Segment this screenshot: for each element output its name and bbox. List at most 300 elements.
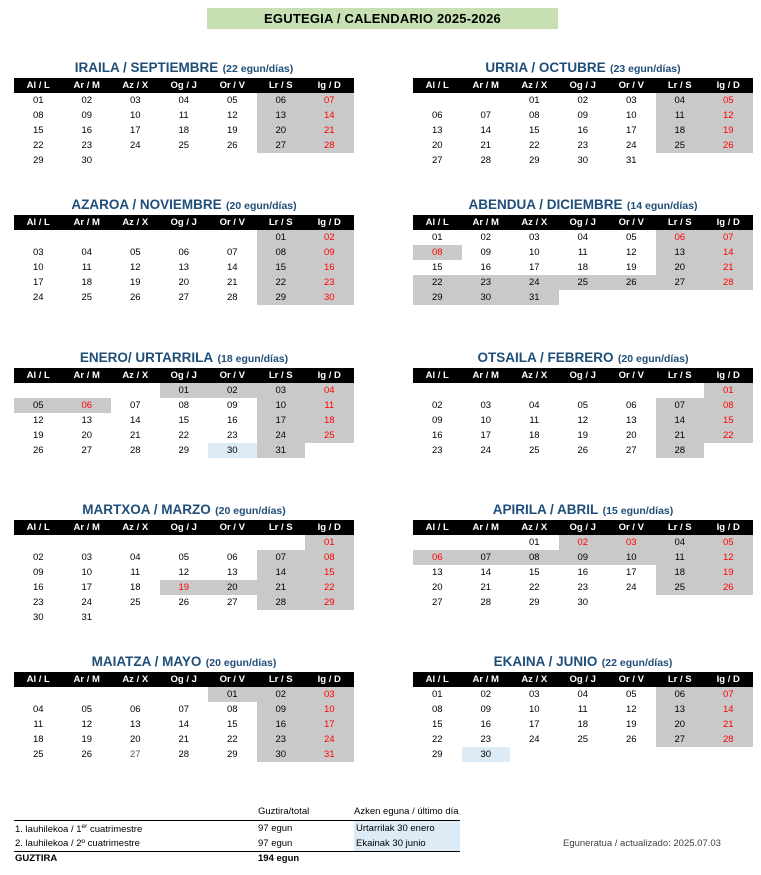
month-title	[413, 652, 753, 672]
month-days-count: (14 egun/días)	[626, 200, 698, 212]
day-cell: 28	[704, 732, 753, 747]
day-cell: 21	[656, 428, 705, 443]
day-cell: 08	[226, 704, 238, 715]
empty-cell	[559, 747, 608, 762]
day-cell: 08	[413, 245, 462, 260]
day-cell: 27	[129, 749, 141, 760]
day-cell: 11	[81, 262, 92, 273]
week-row	[14, 687, 354, 702]
summary-row2-total: 97 egun	[258, 838, 293, 849]
page-title: EGUTEGIA / CALENDARIO 2025-2026	[207, 8, 558, 29]
week-row	[413, 550, 753, 565]
week-row	[14, 702, 354, 717]
day-cell: 28	[178, 749, 190, 760]
day-cell: 13	[129, 719, 141, 730]
day-cell: 27	[656, 732, 705, 747]
day-cell: 16	[577, 567, 589, 578]
week-row	[14, 443, 354, 458]
day-cell: 29	[257, 290, 306, 305]
day-cell: 19	[129, 277, 141, 288]
empty-cell	[413, 383, 462, 398]
day-cell: 30	[208, 443, 257, 458]
day-cell: 22	[32, 140, 44, 151]
day-cell: 19	[81, 734, 93, 745]
month-name: EKAINA / JUNIO	[493, 654, 598, 669]
day-cell: 20	[178, 277, 190, 288]
day-cell: 15	[257, 260, 306, 275]
weekday-label: Az / X	[510, 215, 559, 230]
weekday-label: Or / V	[607, 672, 656, 687]
week-row	[413, 443, 753, 458]
day-cell: 20	[129, 734, 141, 745]
day-cell: 26	[625, 734, 637, 745]
weekday-label: Az / X	[510, 368, 559, 383]
month-days-count: (20 egun/días)	[215, 505, 286, 517]
week-row	[413, 260, 753, 275]
day-cell: 16	[480, 262, 492, 273]
weekday-label: Ar / M	[462, 215, 511, 230]
day-cell: 17	[528, 262, 540, 273]
month-name: ABENDUA / DICIEMBRE	[468, 197, 623, 212]
day-cell: 08	[528, 110, 540, 121]
day-cell: 07	[462, 550, 511, 565]
day-cell: 21	[480, 140, 492, 151]
day-cell: 06	[625, 400, 637, 411]
day-cell: 18	[528, 430, 540, 441]
empty-cell	[510, 383, 559, 398]
day-cell: 27	[431, 155, 443, 166]
day-cell: 26	[178, 597, 190, 608]
day-cell: 02	[32, 552, 44, 563]
day-cell: 22	[413, 275, 462, 290]
weekday-label: Ar / M	[63, 672, 112, 687]
empty-cell	[413, 93, 462, 108]
day-cell: 04	[32, 704, 44, 715]
day-cell: 27	[625, 445, 637, 456]
day-cell: 20	[625, 430, 637, 441]
week-row	[14, 413, 354, 428]
weekday-label: Ar / M	[462, 520, 511, 535]
day-cell: 02	[431, 400, 443, 411]
day-cell: 18	[81, 277, 93, 288]
empty-cell	[704, 747, 753, 762]
day-cell: 20	[431, 140, 443, 151]
day-cell: 09	[480, 247, 492, 258]
day-cell: 24	[528, 734, 540, 745]
week-row	[14, 565, 354, 580]
month-days-count: (18 egun/días)	[217, 353, 289, 365]
day-cell: 11	[130, 567, 141, 578]
month-days-count: (20 egun/días)	[617, 353, 689, 365]
day-cell: 17	[625, 567, 637, 578]
day-cell: 06	[656, 230, 705, 245]
day-cell: 23	[226, 430, 238, 441]
week-row	[413, 535, 753, 550]
day-cell: 22	[431, 734, 443, 745]
empty-cell	[160, 230, 209, 245]
day-cell: 10	[607, 550, 656, 565]
weekday-label: Lr / S	[257, 215, 306, 230]
summary-row1-last: Urtarrilak 30 enero	[356, 823, 435, 834]
empty-cell	[607, 595, 656, 610]
week-row	[413, 428, 753, 443]
day-cell: 05	[81, 704, 93, 715]
empty-cell	[208, 230, 257, 245]
day-cell: 14	[480, 125, 492, 136]
week-row	[14, 93, 354, 108]
month-title	[14, 195, 354, 215]
week-row	[14, 428, 354, 443]
day-cell: 13	[656, 245, 705, 260]
day-cell: 20	[656, 717, 705, 732]
weekday-label: Or / V	[208, 78, 257, 93]
weekday-label: Or / V	[607, 368, 656, 383]
day-cell: 05	[14, 398, 63, 413]
month-days-count: (20 egun/días)	[226, 200, 297, 212]
month-name: MAIATZA / MAYO	[91, 654, 202, 669]
day-cell: 10	[81, 567, 93, 578]
day-cell: 28	[480, 155, 492, 166]
day-cell: 14	[226, 262, 238, 273]
day-cell: 13	[656, 702, 705, 717]
day-cell: 21	[704, 717, 753, 732]
empty-cell	[607, 383, 656, 398]
weekday-label: Al / L	[14, 215, 63, 230]
day-cell: 22	[528, 582, 540, 593]
day-cell: 07	[704, 230, 753, 245]
updated-date: Eguneratua / actualizado: 2025.07.03	[563, 838, 721, 849]
day-cell: 11	[178, 110, 189, 121]
empty-cell	[257, 610, 306, 625]
weekday-label: Ig / D	[704, 672, 753, 687]
week-row	[14, 383, 354, 398]
day-cell: 17	[528, 719, 540, 730]
day-cell: 24	[81, 597, 93, 608]
day-cell: 24	[305, 732, 354, 747]
day-cell: 27	[257, 138, 306, 153]
empty-cell	[14, 383, 63, 398]
day-cell: 30	[577, 597, 589, 608]
month-calendar	[413, 652, 753, 762]
day-cell: 04	[178, 95, 190, 106]
day-cell: 14	[178, 719, 190, 730]
weekday-header	[413, 215, 753, 230]
day-cell: 07	[480, 110, 492, 121]
day-cell: 29	[528, 597, 540, 608]
day-cell: 27	[431, 597, 443, 608]
week-row	[14, 398, 354, 413]
weekday-label: Og / J	[559, 78, 608, 93]
week-row	[14, 108, 354, 123]
day-cell: 03	[257, 383, 306, 398]
day-cell: 17	[305, 717, 354, 732]
day-cell: 06	[413, 550, 462, 565]
day-cell: 09	[559, 550, 608, 565]
day-cell: 25	[178, 140, 190, 151]
empty-cell	[14, 687, 63, 702]
summary-row2-last: Ekainak 30 junio	[356, 838, 426, 849]
week-row	[413, 398, 753, 413]
week-row	[14, 123, 354, 138]
month-title	[413, 500, 753, 520]
day-cell: 06	[257, 93, 306, 108]
day-cell: 05	[704, 535, 753, 550]
day-cell: 12	[577, 415, 589, 426]
day-cell: 02	[81, 95, 93, 106]
empty-cell	[656, 595, 705, 610]
day-cell: 24	[510, 275, 559, 290]
day-cell: 03	[528, 232, 540, 243]
day-cell: 07	[226, 247, 238, 258]
day-cell: 19	[160, 580, 209, 595]
day-cell: 01	[704, 383, 753, 398]
day-cell: 18	[129, 582, 141, 593]
month-title	[14, 652, 354, 672]
day-cell: 03	[480, 400, 492, 411]
weekday-label: Ig / D	[305, 672, 354, 687]
day-cell: 07	[257, 550, 306, 565]
weekday-label: Al / L	[14, 672, 63, 687]
day-cell: 28	[480, 597, 492, 608]
day-cell: 12	[625, 247, 637, 258]
weekday-label: Ig / D	[305, 368, 354, 383]
month-calendar	[413, 195, 753, 305]
day-cell: 04	[305, 383, 354, 398]
weekday-label: Og / J	[559, 215, 608, 230]
empty-cell	[63, 535, 112, 550]
month-days-count: (22 egun/días)	[601, 657, 673, 669]
day-cell: 17	[625, 125, 637, 136]
day-cell: 30	[305, 290, 354, 305]
week-row	[413, 687, 753, 702]
day-cell: 03	[625, 95, 637, 106]
weekday-label: Al / L	[14, 78, 63, 93]
day-cell: 12	[226, 110, 238, 121]
day-cell: 09	[81, 110, 93, 121]
day-cell: 18	[178, 125, 190, 136]
day-cell: 18	[656, 565, 705, 580]
day-cell: 06	[129, 704, 141, 715]
empty-cell	[559, 383, 608, 398]
month-name: URRIA / OCTUBRE	[485, 60, 606, 75]
day-cell: 16	[226, 415, 238, 426]
empty-cell	[305, 153, 354, 168]
day-cell: 20	[431, 582, 443, 593]
weekday-label: Ar / M	[462, 78, 511, 93]
weekday-header	[413, 520, 753, 535]
weekday-label: Og / J	[160, 215, 209, 230]
day-cell: 06	[656, 687, 705, 702]
day-cell: 01	[431, 232, 443, 243]
weekday-label: Az / X	[111, 215, 160, 230]
empty-cell	[111, 383, 160, 398]
weekday-label: Ar / M	[63, 78, 112, 93]
month-days-count: (15 egun/días)	[602, 505, 674, 517]
weekday-label: Or / V	[208, 520, 257, 535]
day-cell: 28	[656, 443, 705, 458]
day-cell: 21	[129, 430, 141, 441]
day-cell: 06	[226, 552, 238, 563]
week-row	[413, 93, 753, 108]
day-cell: 13	[431, 567, 443, 578]
empty-cell	[656, 290, 705, 305]
weekday-label: Og / J	[559, 520, 608, 535]
weekday-label: Az / X	[111, 520, 160, 535]
empty-cell	[111, 230, 160, 245]
day-cell: 25	[32, 749, 44, 760]
day-cell: 01	[160, 383, 209, 398]
week-row	[413, 565, 753, 580]
day-cell: 28	[305, 138, 354, 153]
day-cell: 11	[577, 247, 588, 258]
day-cell: 13	[226, 567, 238, 578]
day-cell: 16	[305, 260, 354, 275]
day-cell: 11	[656, 550, 705, 565]
month-calendar	[14, 58, 354, 168]
day-cell: 12	[81, 719, 93, 730]
day-cell: 09	[32, 567, 44, 578]
weekday-label: Or / V	[607, 215, 656, 230]
day-cell: 21	[704, 260, 753, 275]
weekday-label: Al / L	[14, 520, 63, 535]
day-cell: 21	[480, 582, 492, 593]
day-cell: 02	[257, 687, 306, 702]
day-cell: 15	[178, 415, 190, 426]
day-cell: 04	[81, 247, 93, 258]
weekday-label: Or / V	[607, 78, 656, 93]
week-row	[14, 535, 354, 550]
weekday-label: Ig / D	[305, 520, 354, 535]
day-cell: 11	[529, 415, 540, 426]
month-name: AZAROA / NOVIEMBRE	[71, 197, 222, 212]
day-cell: 16	[32, 582, 44, 593]
weekday-label: Az / X	[510, 520, 559, 535]
day-cell: 19	[625, 262, 637, 273]
day-cell: 04	[528, 400, 540, 411]
day-cell: 10	[129, 110, 141, 121]
day-cell: 01	[528, 95, 540, 106]
month-calendar	[14, 195, 354, 305]
empty-cell	[63, 230, 112, 245]
week-row	[413, 747, 753, 762]
empty-cell	[160, 535, 209, 550]
day-cell: 01	[32, 95, 44, 106]
weekday-header	[14, 368, 354, 383]
day-cell: 03	[607, 535, 656, 550]
weekday-label: Og / J	[160, 368, 209, 383]
day-cell: 10	[257, 398, 306, 413]
month-days-count: (23 egun/días)	[610, 63, 681, 75]
month-title	[413, 58, 753, 78]
day-cell: 24	[32, 292, 44, 303]
empty-cell	[413, 535, 462, 550]
month-name: ENERO/ URTARRILA	[79, 350, 214, 365]
day-cell: 15	[305, 565, 354, 580]
weekday-header	[413, 368, 753, 383]
weekday-label: Or / V	[208, 215, 257, 230]
empty-cell	[607, 290, 656, 305]
empty-cell	[462, 535, 511, 550]
day-cell: 14	[305, 108, 354, 123]
day-cell: 26	[704, 138, 753, 153]
day-cell: 04	[656, 535, 705, 550]
day-cell: 09	[305, 245, 354, 260]
day-cell: 27	[81, 445, 93, 456]
month-title	[413, 195, 753, 215]
weekday-label: Al / L	[413, 520, 462, 535]
day-cell: 19	[577, 430, 589, 441]
day-cell: 05	[226, 95, 238, 106]
day-cell: 10	[625, 110, 637, 121]
day-cell: 31	[257, 443, 306, 458]
day-cell: 16	[257, 717, 306, 732]
day-cell: 11	[305, 398, 354, 413]
day-cell: 15	[528, 567, 540, 578]
weekday-label: Ar / M	[63, 368, 112, 383]
day-cell: 31	[81, 612, 93, 623]
day-cell: 01	[208, 687, 257, 702]
day-cell: 29	[528, 155, 540, 166]
empty-cell	[462, 93, 511, 108]
week-row	[413, 275, 753, 290]
weekday-label: Og / J	[160, 520, 209, 535]
weekday-label: Og / J	[160, 78, 209, 93]
empty-cell	[305, 610, 354, 625]
summary-row1-total: 97 egun	[258, 823, 293, 834]
day-cell: 04	[656, 93, 705, 108]
day-cell: 02	[305, 230, 354, 245]
empty-cell	[510, 747, 559, 762]
weekday-label: Al / L	[14, 368, 63, 383]
day-cell: 03	[305, 687, 354, 702]
day-cell: 23	[305, 275, 354, 290]
weekday-label: Al / L	[413, 215, 462, 230]
empty-cell	[656, 383, 705, 398]
day-cell: 14	[656, 413, 705, 428]
day-cell: 04	[577, 689, 589, 700]
day-cell: 25	[81, 292, 93, 303]
day-cell: 08	[32, 110, 44, 121]
day-cell: 20	[257, 123, 306, 138]
day-cell: 29	[32, 155, 44, 166]
weekday-label: Az / X	[111, 672, 160, 687]
weekday-header	[14, 78, 354, 93]
day-cell: 19	[704, 123, 753, 138]
weekday-label: Lr / S	[257, 78, 306, 93]
day-cell: 19	[226, 125, 238, 136]
empty-cell	[160, 610, 209, 625]
day-cell: 14	[704, 245, 753, 260]
weekday-label: Or / V	[208, 368, 257, 383]
day-cell: 13	[431, 125, 443, 136]
day-cell: 03	[129, 95, 141, 106]
week-row	[413, 383, 753, 398]
weekday-header	[413, 78, 753, 93]
day-cell: 07	[178, 704, 190, 715]
week-row	[413, 413, 753, 428]
week-row	[14, 610, 354, 625]
weekday-header	[413, 672, 753, 687]
month-days-count: (22 egun/días)	[222, 63, 294, 75]
day-cell: 23	[462, 275, 511, 290]
day-cell: 26	[32, 445, 44, 456]
day-cell: 18	[577, 719, 589, 730]
empty-cell	[462, 383, 511, 398]
day-cell: 13	[81, 415, 93, 426]
day-cell: 29	[305, 595, 354, 610]
day-cell: 11	[33, 719, 44, 730]
weekday-label: Ar / M	[462, 368, 511, 383]
